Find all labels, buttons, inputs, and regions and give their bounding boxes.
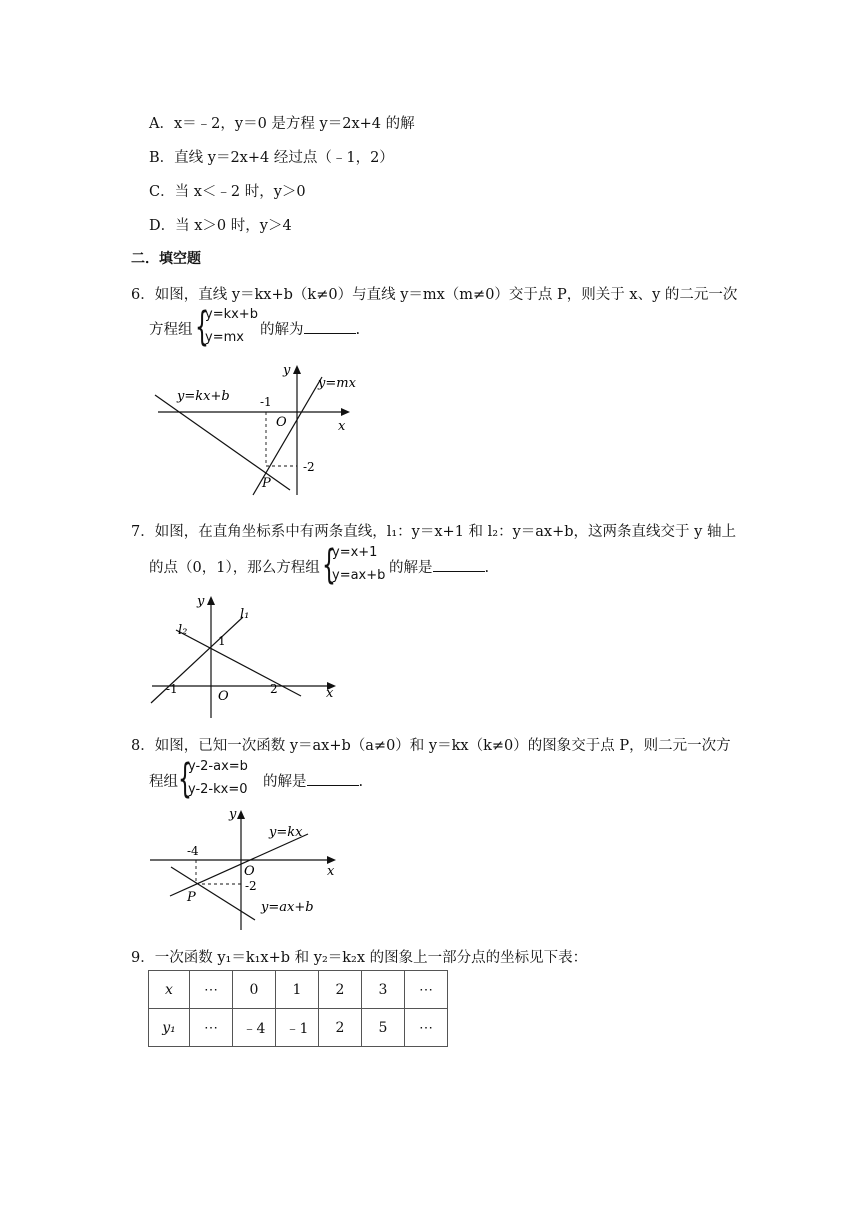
q7-brace: { [322,542,336,588]
q8-prefix: 程组 [149,774,178,790]
q7-period: . [484,560,490,576]
table-cell: ⋯ [405,971,448,1009]
option-a-letter: A． [149,116,174,132]
option-d-text: 当 x＞0 时，y＞4 [175,218,292,234]
q8-label-o: O [244,864,255,879]
q6-text: 6．如图，直线 y＝kx+b（k≠0）与直线 y＝mx（m≠0）交于点 P，则关于 x、y 的二元一次 [131,287,738,303]
q8-suffix-line [263,770,363,791]
q6-eq2: y=mx [205,330,244,345]
q8-label-y: y [229,807,237,822]
q7-label-two: 2 [270,682,278,696]
section-title: 二．填空题 [131,251,201,267]
table-cell: ⋯ [190,971,233,1009]
option-d-letter: D． [149,218,176,234]
table-row [149,971,448,1009]
q9-table [148,970,448,1047]
q6-equation-system [195,305,265,349]
q6-label-y: y [283,363,291,378]
q8-eq1: y-2-ax=b [188,759,248,774]
q8-label-kx: y=kx [269,825,303,840]
q6-system-line [149,318,193,339]
q7-text: 7．如图，在直角坐标系中有两条直线，l₁：y＝x+1 和 l₂：y＝ax+b，这两条直线交于 y 轴上 [131,524,736,540]
option-c-text: 当 x＜﹣2 时，y＞0 [174,184,306,200]
table-cell: y₁ [149,1009,190,1047]
q6-label-o: O [276,415,287,430]
q6-label-p: P [262,476,271,491]
q6-suffix-line [260,318,360,339]
q8-text: 8．如图，已知一次函数 y＝ax+b（a≠0）和 y＝kx（k≠0）的图象交于点 P，则二元一次方 [131,738,731,754]
table-cell: 3 [362,971,405,1009]
q8-period: . [358,774,364,790]
table-cell: 5 [362,1009,405,1047]
q6-figure [150,360,365,500]
q7-label-l2: l₂ [178,623,188,638]
q7-figure [148,590,343,720]
q7-suffix: 的解是 [389,560,433,576]
q8-label-x: x [327,864,335,879]
q6-label-x: x [338,419,346,434]
option-b-letter: B． [149,150,175,166]
table-cell: 2 [319,971,362,1009]
q8-label-p: P [187,890,196,905]
q7-label-neg1: -1 [166,682,178,696]
q8-equation-system [178,757,268,801]
q7-equation-system [322,543,392,587]
q6-eq1: y=kx+b [205,307,258,322]
q9-text: 9．一次函数 y₁＝k₁x+b 和 y₂＝k₂x 的图象上一部分点的坐标见下表： [131,950,588,966]
option-a [149,112,415,133]
q8-eq2: y-2-kx=0 [188,782,248,797]
q6-label-mx: y=mx [318,376,356,391]
q8-suffix: 的解是 [263,774,307,790]
q6-period: . [355,322,361,338]
q7-label-x: x [326,686,334,701]
option-c-letter: C． [149,184,175,200]
option-a-text: x＝﹣2，y＝0 是方程 y＝2x+4 的解 [173,116,415,132]
option-d [149,214,292,235]
q6-label-neg1: -1 [260,395,272,409]
table-row [149,1009,448,1047]
q8-brace: { [178,756,192,802]
q7-label-l1: l₁ [240,607,250,622]
q8-system-line [149,770,178,791]
table-cell: 2 [319,1009,362,1047]
option-b [149,146,394,167]
q7-answer-blank[interactable] [433,559,485,572]
q7-suffix-line [389,556,489,577]
q6-suffix: 的解为 [260,322,304,338]
q7-eq2: y=ax+b [332,568,386,583]
q6-label-neg2: -2 [303,460,315,474]
q8-label-neg2: -2 [245,879,257,893]
option-b-text: 直线 y＝2x+4 经过点（﹣1，2） [174,150,394,166]
q7-eq1: y=x+1 [332,545,378,560]
table-cell: 0 [233,971,276,1009]
q7-label-o: O [218,689,229,704]
q6-label-kx-b: y=kx+b [177,389,230,404]
table-cell: ﹣1 [276,1009,319,1047]
table-cell: ⋯ [190,1009,233,1047]
q8-label-neg4: -4 [187,844,199,858]
option-c [149,180,306,201]
q7-label-one: 1 [218,634,226,648]
q7-label-y: y [197,594,205,609]
q6-brace: { [195,304,209,350]
q6-prefix: 方程组 [149,322,193,338]
q7-prefix: 的点（0，1），那么方程组 [149,560,320,576]
q7-system-line [149,556,320,577]
table-cell: ﹣4 [233,1009,276,1047]
q6-answer-blank[interactable] [304,321,356,334]
table-cell: 1 [276,971,319,1009]
q8-label-ax-b: y=ax+b [261,900,314,915]
table-cell: x [149,971,190,1009]
q8-figure [148,805,348,935]
q8-answer-blank[interactable] [307,773,359,786]
table-cell: ⋯ [405,1009,448,1047]
